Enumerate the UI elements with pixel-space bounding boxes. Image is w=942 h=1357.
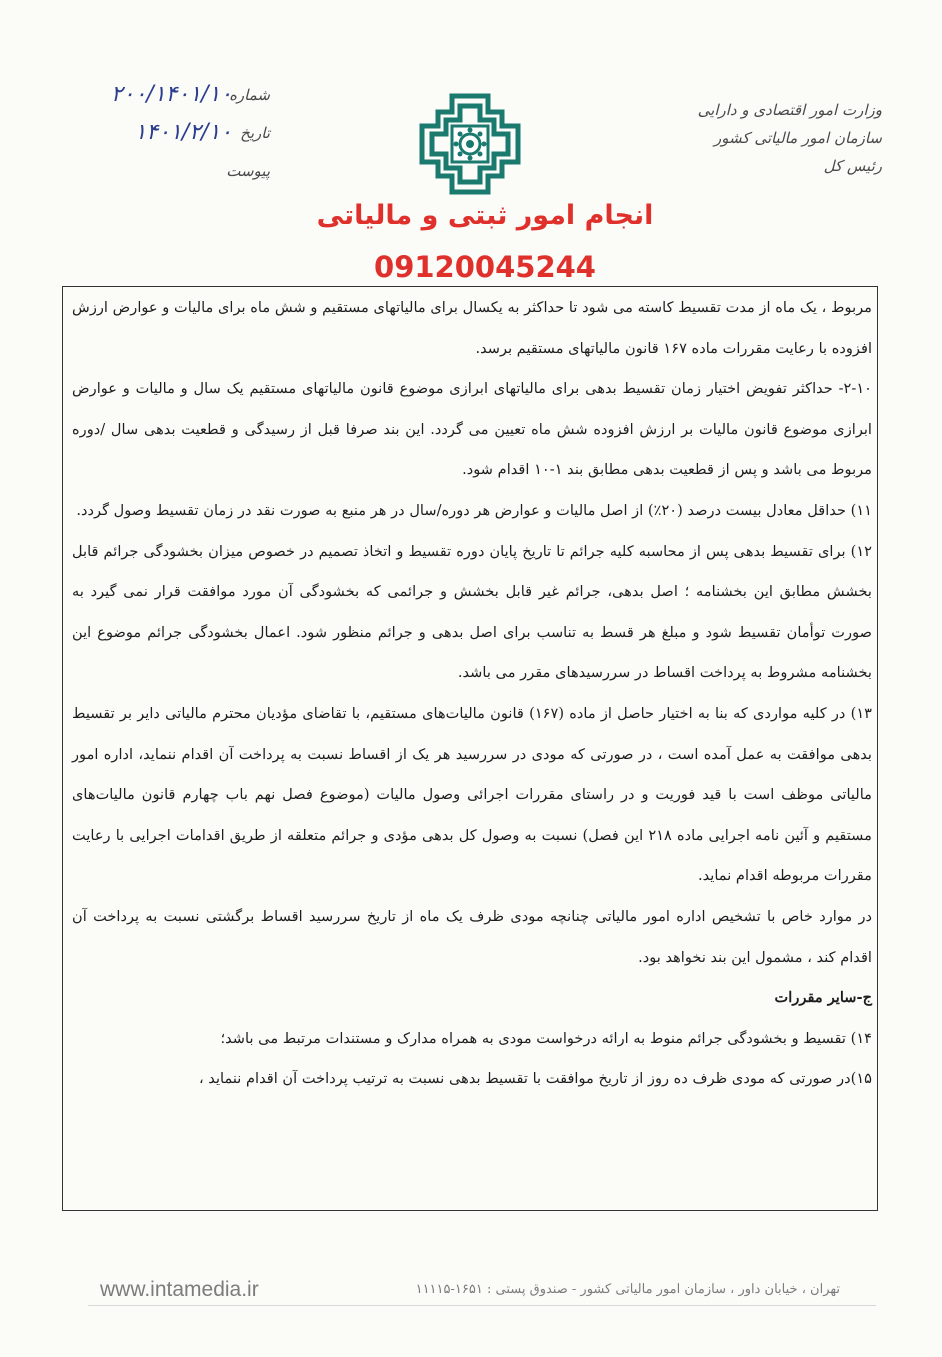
footer-divider	[88, 1305, 876, 1306]
footer-address: تهران ، خیابان داور ، سازمان امور مالیاتی کشور - صندوق پستی : ۱۶۵۱-۱۱۱۱۵	[415, 1282, 840, 1297]
ministry-header	[682, 96, 882, 180]
tax-organization-emblem-icon	[416, 90, 524, 198]
paragraph: در موارد خاص با تشخیص اداره امور مالیاتی چنانچه مودی ظرف یک ماه از تاریخ سررسید اقساط برگشتی نسبت به پرداخت آن اقدام کند ، مشمول این بند نخواهد بود.	[72, 907, 872, 966]
letter-date-value: ۱۴۰۱/۲/۱۰	[134, 120, 232, 145]
promo-title: انجام امور ثبتی و مالیاتی	[316, 200, 654, 231]
letter-attachment	[70, 158, 270, 196]
footer-website: www.intamedia.ir	[100, 1278, 259, 1301]
letter-attachment-label: پیوست	[226, 162, 270, 180]
letter-number-value: ۲۰۰/۱۴۰۱/۱۰	[110, 82, 232, 107]
paragraph: ۱۱) حداقل معادل بیست درصد (۲۰٪) از اصل مالیات و عوارض هر دوره/سال در هر منبع به صورت نقد در زمان تقسیط وصول گردد.	[76, 501, 872, 519]
letter-number	[70, 82, 270, 120]
letter-metadata	[70, 82, 270, 196]
section-heading: ج-سایر مقررات	[774, 989, 872, 1007]
ministry-name: وزارت امور اقتصادی و دارایی	[697, 101, 882, 119]
letter-body	[72, 288, 872, 1100]
organization-name: سازمان امور مالیاتی کشور	[714, 129, 882, 147]
paragraph: ۱۲) برای تقسیط بدهی پس از محاسبه کلیه جرائم تا تاریخ پایان دوره تقسیط و اتخاذ تصمیم در خصوص میزان بخشودگی جرائم قابل بخشش مطابق این بخشنامه ؛ اصل بدهی، جرائم غیر قابل بخشش و جرائمی که بخشودگی آن مورد موافقت قرار نمی گیرد به صورت توأمان تقسیط شود و مبلغ هر قسط به تناسب برای اصل بدهی و جرائم منظور شود. اعمال بخشودگی جرائم موضوع این بخشنامه مشروط به پرداخت اقساط در سررسیدهای مقرر می باشد.	[72, 542, 872, 682]
list-item: ۱۵)در صورتی که مودی ظرف ده روز از تاریخ موافقت با تقسیط بدهی نسبت به ترتیب پرداخت آن اقدام ننماید ،	[198, 1070, 872, 1088]
letter-date-label: تاریخ	[240, 124, 270, 142]
signatory-title: رئیس کل	[823, 157, 882, 175]
paragraph: مربوط ، یک ماه از مدت تقسیط کاسته می شود تا حداکثر به یکسال برای مالیاتهای مستقیم و شش ماه برای مالیات و عوارض ارزش افزوده با رعایت مقررات ماده ۱۶۷ قانون مالیاتهای مستقیم برسد.	[72, 299, 872, 357]
paragraph: ۲-۱۰- حداکثر تفویض اختیار زمان تقسیط بدهی برای مالیاتهای ابرازی موضوع قانون مالیاتهای مستقیم یک سال و مالیات و عوارض ابرازی موضوع قانون مالیات بر ارزش افزوده شش ماه تعیین می گردد. این بند صرفا قبل از رسیدگی و قطعیت بدهی سال /دوره مربوط می باشد و پس از قطعیت بدهی مطابق بند ۱-۱۰ اقدام شود.	[72, 380, 872, 479]
promo-phone: 09120045244	[374, 250, 596, 284]
letter-date	[70, 120, 270, 158]
paragraph: ۱۳) در کلیه مواردی که بنا به اختیار حاصل از ماده (۱۶۷) قانون مالیات‌های مستقیم، با تقاضای مؤدیان محترم مالیاتی دایر بر تقسیط بدهی موافقت به عمل آمده است ، در صورتی که مودی در سررسید هر یک از اقساط نسبت به پرداخت آن اقدام ننماید، اداره امور مالیاتی موظف است با قید فوریت و در راستای مقررات اجرائی وصول مالیات (موضوع فصل نهم باب چهارم قانون مالیات‌های مستقیم و آئین نامه اجرایی ماده ۲۱۸ این فصل) نسبت به وصول کل بدهی مؤدی و جرائم متعلقه از طریق اقدامات اجرایی با رعایت مقررات مربوطه اقدام نماید.	[72, 704, 872, 885]
list-item: ۱۴) تقسیط و بخشودگی جرائم منوط به ارائه درخواست مودی به همراه مدارک و مستندات مرتبط می باشد؛	[220, 1029, 872, 1047]
letter-number-label: شماره	[229, 86, 270, 104]
